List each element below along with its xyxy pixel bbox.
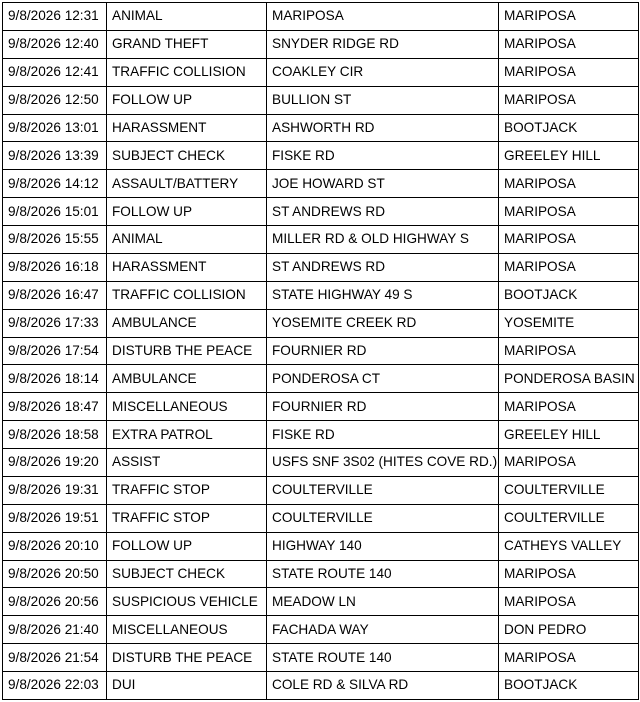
incident-city: COULTERVILLE xyxy=(499,476,639,504)
incident-location: STATE HIGHWAY 49 S xyxy=(267,281,499,309)
incident-type: SUSPICIOUS VEHICLE xyxy=(107,588,267,616)
incident-datetime: 9/8/2026 13:01 xyxy=(3,114,107,142)
incident-datetime: 9/8/2026 14:12 xyxy=(3,170,107,198)
table-row xyxy=(3,58,639,86)
incident-type: FOLLOW UP xyxy=(107,86,267,114)
incident-location: MEADOW LN xyxy=(267,588,499,616)
incident-location: STATE ROUTE 140 xyxy=(267,560,499,588)
incident-location: COAKLEY CIR xyxy=(267,58,499,86)
table-row xyxy=(3,309,639,337)
incident-location: ST ANDREWS RD xyxy=(267,198,499,226)
incident-location: FOURNIER RD xyxy=(267,337,499,365)
incident-type: TRAFFIC COLLISION xyxy=(107,281,267,309)
incident-datetime: 9/8/2026 16:18 xyxy=(3,253,107,281)
table-row xyxy=(3,393,639,421)
incident-type: SUBJECT CHECK xyxy=(107,142,267,170)
table-row xyxy=(3,226,639,254)
table-row xyxy=(3,421,639,449)
incident-city: MARIPOSA xyxy=(499,226,639,254)
incident-location: FACHADA WAY xyxy=(267,616,499,644)
incident-location: MILLER RD & OLD HIGHWAY S xyxy=(267,226,499,254)
table-row xyxy=(3,672,639,700)
incident-type: AMBULANCE xyxy=(107,309,267,337)
incident-type: TRAFFIC COLLISION xyxy=(107,58,267,86)
incident-type: DISTURB THE PEACE xyxy=(107,644,267,672)
incident-type: ANIMAL xyxy=(107,226,267,254)
table-row xyxy=(3,86,639,114)
incident-datetime: 9/8/2026 15:01 xyxy=(3,198,107,226)
incident-datetime: 9/8/2026 12:31 xyxy=(3,3,107,31)
table-row xyxy=(3,476,639,504)
incident-city: DON PEDRO xyxy=(499,616,639,644)
incident-location: FOURNIER RD xyxy=(267,393,499,421)
incident-location: MARIPOSA xyxy=(267,3,499,31)
incident-city: MARIPOSA xyxy=(499,560,639,588)
incident-location: COULTERVILLE xyxy=(267,504,499,532)
incident-location: ASHWORTH RD xyxy=(267,114,499,142)
incident-city: COULTERVILLE xyxy=(499,504,639,532)
incident-datetime: 9/8/2026 21:40 xyxy=(3,616,107,644)
incident-city: PONDEROSA BASIN xyxy=(499,365,639,393)
incident-datetime: 9/8/2026 15:55 xyxy=(3,226,107,254)
incident-city: BOOTJACK xyxy=(499,672,639,700)
incident-city: YOSEMITE xyxy=(499,309,639,337)
incident-datetime: 9/8/2026 12:50 xyxy=(3,86,107,114)
table-row xyxy=(3,365,639,393)
incident-datetime: 9/8/2026 18:47 xyxy=(3,393,107,421)
table-row xyxy=(3,560,639,588)
incident-datetime: 9/8/2026 20:50 xyxy=(3,560,107,588)
incident-type: ANIMAL xyxy=(107,3,267,31)
incident-city: MARIPOSA xyxy=(499,449,639,477)
incident-location: COLE RD & SILVA RD xyxy=(267,672,499,700)
incident-datetime: 9/8/2026 21:54 xyxy=(3,644,107,672)
table-row xyxy=(3,142,639,170)
incident-type: HARASSMENT xyxy=(107,114,267,142)
incident-location: ST ANDREWS RD xyxy=(267,253,499,281)
table-row xyxy=(3,30,639,58)
incident-city: MARIPOSA xyxy=(499,3,639,31)
incident-type: TRAFFIC STOP xyxy=(107,476,267,504)
incident-city: MARIPOSA xyxy=(499,58,639,86)
incident-type: MISCELLANEOUS xyxy=(107,393,267,421)
incident-type: FOLLOW UP xyxy=(107,532,267,560)
incident-datetime: 9/8/2026 17:33 xyxy=(3,309,107,337)
incident-city: MARIPOSA xyxy=(499,253,639,281)
table-row xyxy=(3,281,639,309)
incident-datetime: 9/8/2026 18:14 xyxy=(3,365,107,393)
incident-datetime: 9/8/2026 19:20 xyxy=(3,449,107,477)
incident-city: MARIPOSA xyxy=(499,198,639,226)
incident-city: MARIPOSA xyxy=(499,170,639,198)
table-row xyxy=(3,170,639,198)
incident-type: AMBULANCE xyxy=(107,365,267,393)
incident-datetime: 9/8/2026 12:40 xyxy=(3,30,107,58)
incident-datetime: 9/8/2026 17:54 xyxy=(3,337,107,365)
incident-datetime: 9/8/2026 20:56 xyxy=(3,588,107,616)
incident-type: DISTURB THE PEACE xyxy=(107,337,267,365)
incident-log-table xyxy=(2,2,639,700)
incident-city: GREELEY HILL xyxy=(499,421,639,449)
incident-type: FOLLOW UP xyxy=(107,198,267,226)
incident-location: HIGHWAY 140 xyxy=(267,532,499,560)
incident-type: MISCELLANEOUS xyxy=(107,616,267,644)
incident-location: FISKE RD xyxy=(267,421,499,449)
incident-city: BOOTJACK xyxy=(499,114,639,142)
incident-datetime: 9/8/2026 16:47 xyxy=(3,281,107,309)
incident-city: MARIPOSA xyxy=(499,337,639,365)
incident-type: EXTRA PATROL xyxy=(107,421,267,449)
table-row xyxy=(3,449,639,477)
incident-city: MARIPOSA xyxy=(499,644,639,672)
incident-type: GRAND THEFT xyxy=(107,30,267,58)
incident-location: PONDEROSA CT xyxy=(267,365,499,393)
incident-city: CATHEYS VALLEY xyxy=(499,532,639,560)
incident-datetime: 9/8/2026 13:39 xyxy=(3,142,107,170)
incident-datetime: 9/8/2026 19:31 xyxy=(3,476,107,504)
table-row xyxy=(3,644,639,672)
incident-datetime: 9/8/2026 19:51 xyxy=(3,504,107,532)
incident-type: DUI xyxy=(107,672,267,700)
incident-datetime: 9/8/2026 12:41 xyxy=(3,58,107,86)
incident-log-body xyxy=(3,3,639,700)
table-row xyxy=(3,616,639,644)
incident-type: HARASSMENT xyxy=(107,253,267,281)
incident-location: YOSEMITE CREEK RD xyxy=(267,309,499,337)
incident-location: STATE ROUTE 140 xyxy=(267,644,499,672)
table-row xyxy=(3,114,639,142)
table-row xyxy=(3,337,639,365)
table-row xyxy=(3,198,639,226)
incident-location: SNYDER RIDGE RD xyxy=(267,30,499,58)
incident-location: COULTERVILLE xyxy=(267,476,499,504)
incident-type: TRAFFIC STOP xyxy=(107,504,267,532)
incident-location: BULLION ST xyxy=(267,86,499,114)
incident-type: ASSIST xyxy=(107,449,267,477)
incident-city: MARIPOSA xyxy=(499,588,639,616)
table-row xyxy=(3,504,639,532)
table-row xyxy=(3,588,639,616)
incident-datetime: 9/8/2026 20:10 xyxy=(3,532,107,560)
incident-location: JOE HOWARD ST xyxy=(267,170,499,198)
table-row xyxy=(3,253,639,281)
incident-city: GREELEY HILL xyxy=(499,142,639,170)
incident-location: USFS SNF 3S02 (HITES COVE RD.) xyxy=(267,449,499,477)
table-row xyxy=(3,3,639,31)
incident-datetime: 9/8/2026 18:58 xyxy=(3,421,107,449)
incident-type: ASSAULT/BATTERY xyxy=(107,170,267,198)
incident-city: MARIPOSA xyxy=(499,86,639,114)
incident-city: BOOTJACK xyxy=(499,281,639,309)
incident-datetime: 9/8/2026 22:03 xyxy=(3,672,107,700)
incident-city: MARIPOSA xyxy=(499,30,639,58)
incident-type: SUBJECT CHECK xyxy=(107,560,267,588)
incident-location: FISKE RD xyxy=(267,142,499,170)
table-row xyxy=(3,532,639,560)
incident-city: MARIPOSA xyxy=(499,393,639,421)
